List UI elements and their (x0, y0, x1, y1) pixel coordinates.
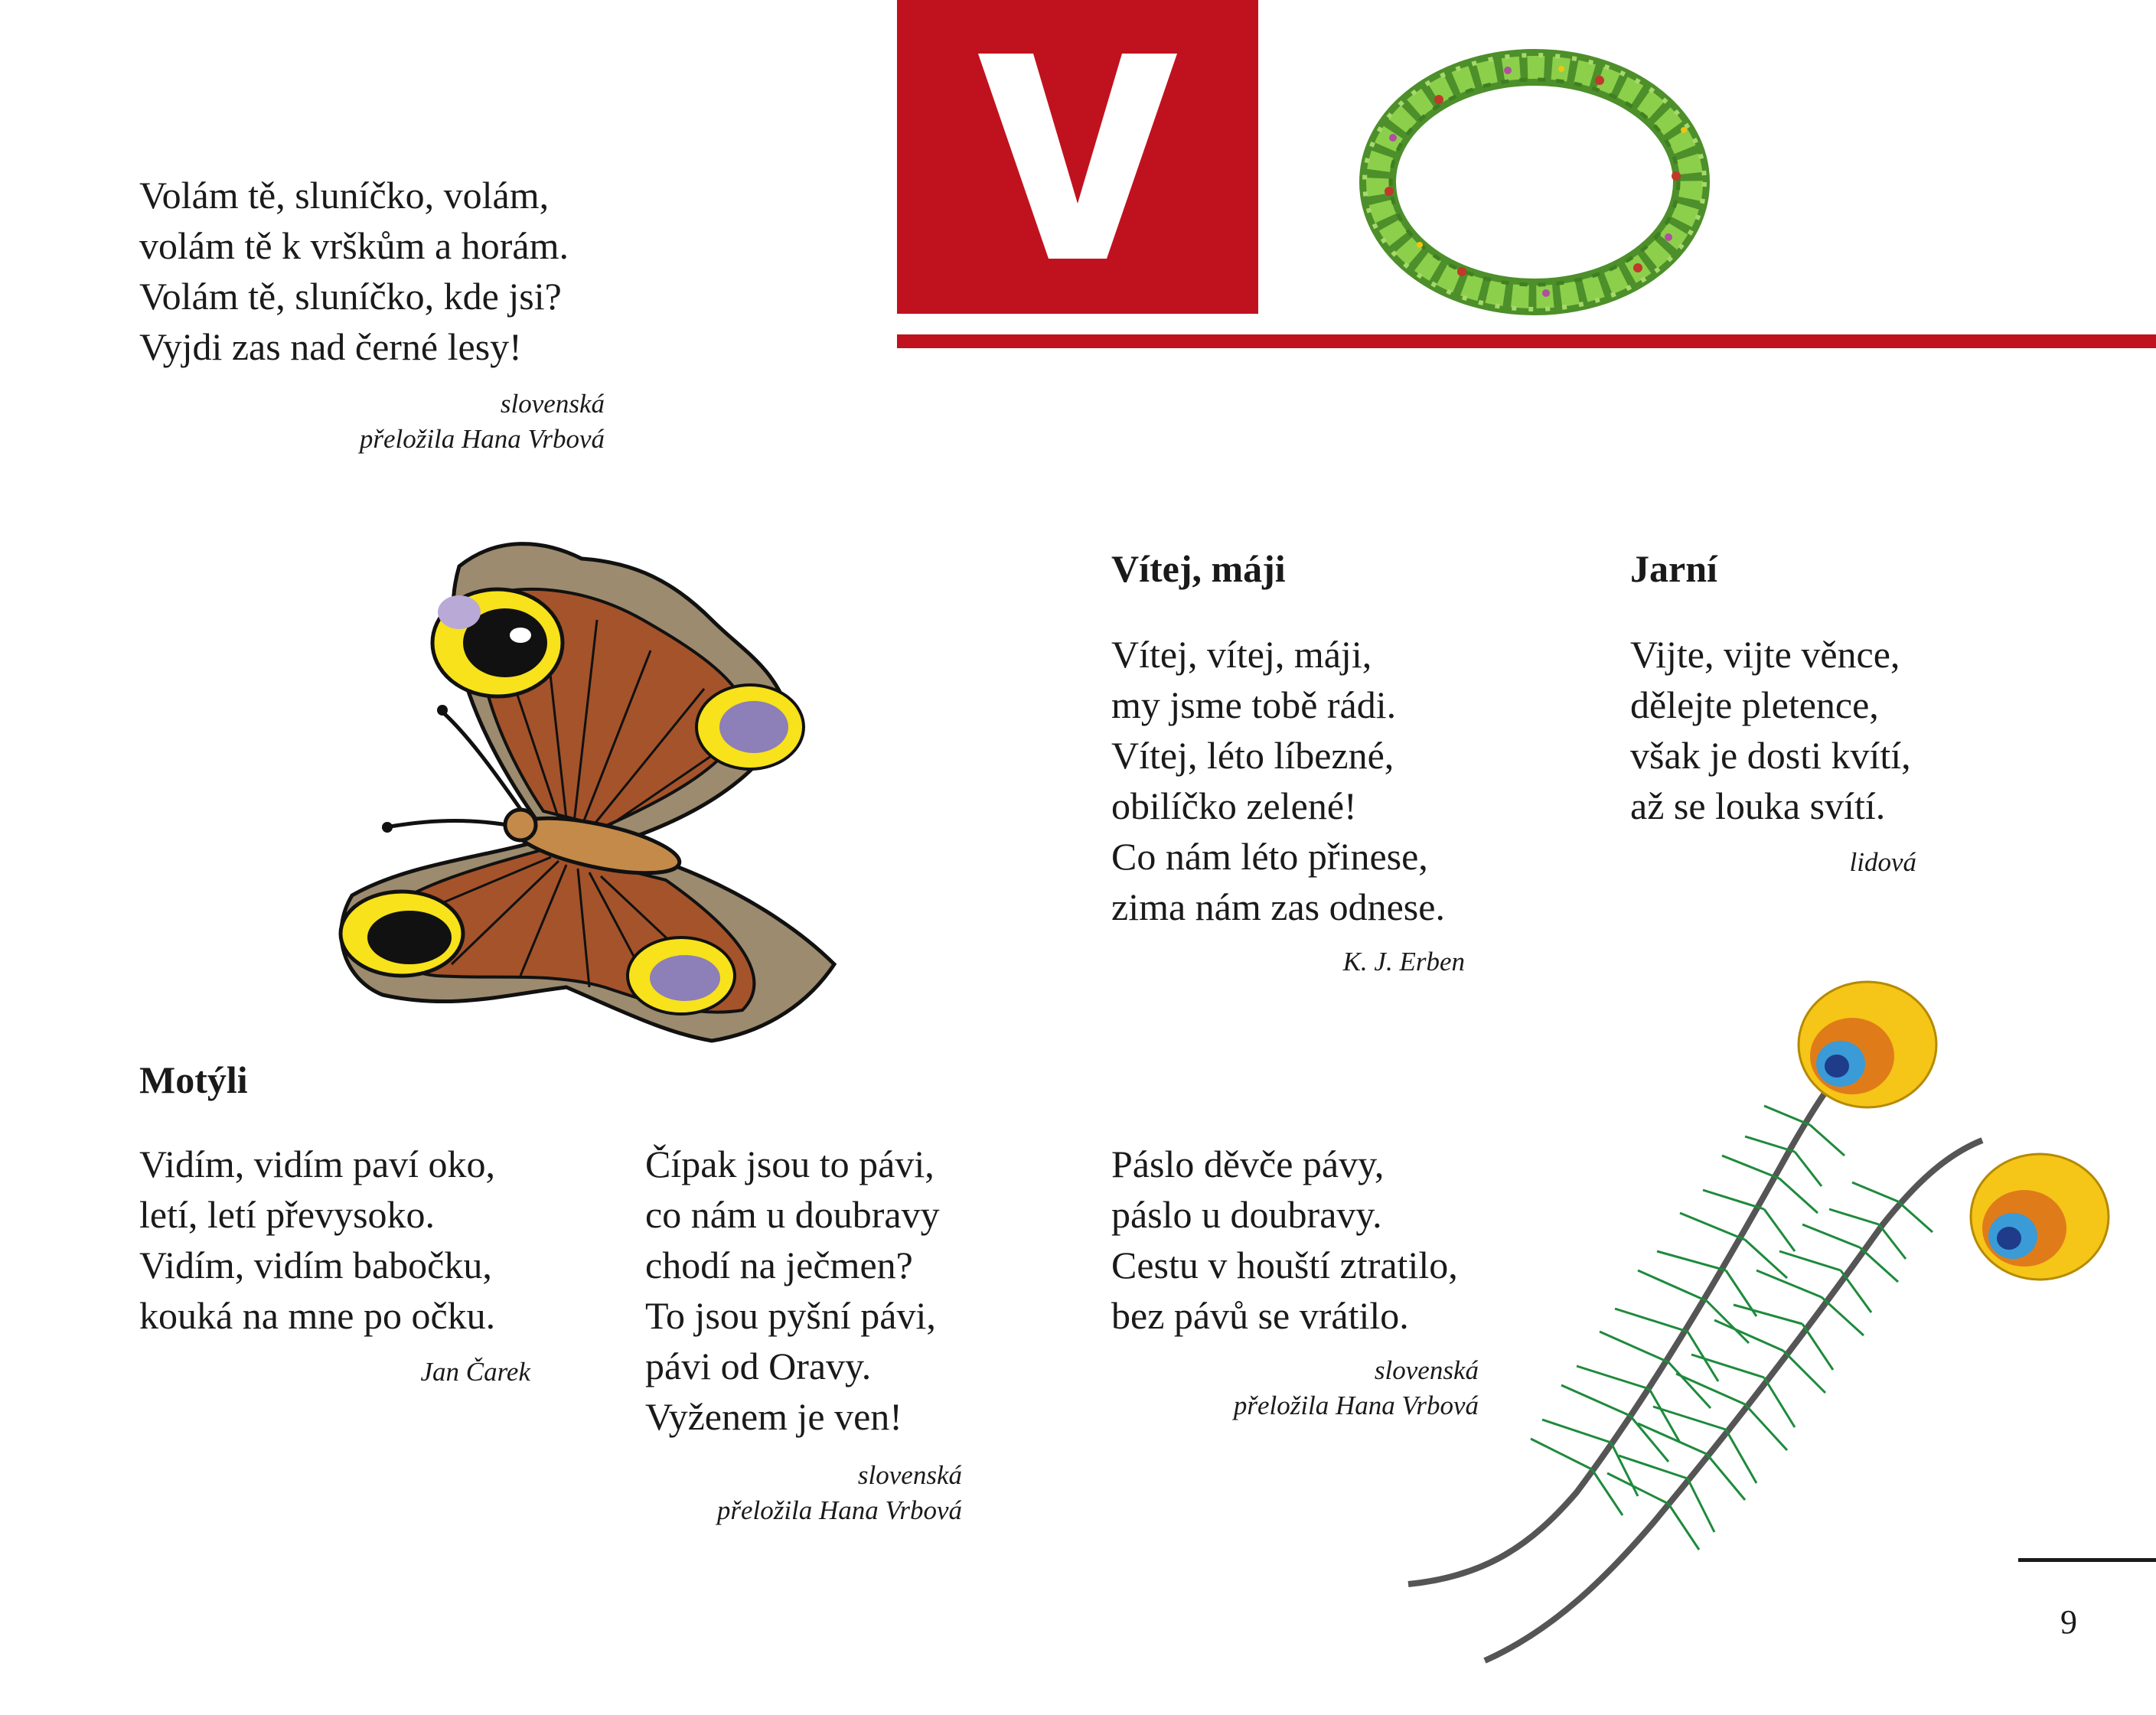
poem-motyli-credit (420, 1355, 530, 1390)
section-letter-graphic (897, 0, 1258, 314)
poem-line: Vyženem je ven! (645, 1395, 902, 1438)
poem-line: Vijte, vijte věnce, (1630, 633, 1900, 676)
poem-volam (139, 170, 569, 372)
peacock-butterfly-illustration (314, 536, 888, 1048)
poem-line: chodí na ječmen? (645, 1244, 913, 1286)
poem-line: Páslo děvče pávy, (1111, 1143, 1385, 1185)
poem-motyli-title: Motýli (139, 1058, 248, 1101)
poem-line: zima nám zas odnese. (1111, 885, 1445, 928)
poem-jarni (1630, 629, 1911, 831)
credit-line: Jan Čarek (420, 1357, 530, 1387)
poem-line: Čípak jsou to pávi, (645, 1143, 934, 1185)
poem-jarni-credit (1850, 845, 1916, 880)
poem-line: dělejte pletence, (1630, 683, 1879, 726)
credit-line: přeložila Hana Vrbová (1233, 1391, 1479, 1420)
poem-line: Vyjdi zas nad černé lesy! (139, 325, 522, 368)
poem-vitej (1111, 629, 1445, 932)
section-letter-block (897, 0, 1258, 314)
poem-line: Volám tě, sluníčko, kde jsi? (139, 275, 562, 318)
credit-line: přeložila Hana Vrbová (716, 1495, 962, 1525)
poem-line: páslo u doubravy. (1111, 1193, 1382, 1236)
poem-line: letí, letí převysoko. (139, 1193, 435, 1236)
poem-volam-credit (360, 386, 605, 457)
poem-line: kouká na mne po očku. (139, 1294, 496, 1337)
poem-line: Cestu v houští ztratilo, (1111, 1244, 1458, 1286)
poem-line: my jsme tobě rádi. (1111, 683, 1397, 726)
poem-cipak (645, 1139, 940, 1442)
poem-line: Vítej, vítej, máji, (1111, 633, 1372, 676)
poem-jarni-title: Jarní (1630, 547, 1717, 590)
poem-line: pávi od Oravy. (645, 1345, 872, 1387)
poem-line: To jsou pyšní pávi, (645, 1294, 936, 1337)
poem-line: Vidím, vidím paví oko, (139, 1143, 496, 1185)
poem-vitej-title: Vítej, máji (1111, 547, 1286, 590)
credit-line: K. J. Erben (1342, 947, 1465, 977)
poem-line: až se louka svítí. (1630, 784, 1886, 827)
peacock-feathers-illustration (1393, 964, 2120, 1668)
credit-line: lidová (1849, 847, 1916, 877)
poem-line: však je dosti kvítí, (1630, 734, 1911, 777)
header-rule (897, 334, 2156, 348)
poem-line: Co nám léto přinese, (1111, 835, 1428, 878)
page-number: 9 (2060, 1603, 2077, 1641)
poem-line: obilíčko zelené! (1111, 784, 1357, 827)
poem-line: co nám u doubravy (645, 1193, 940, 1236)
wreath-illustration (1347, 38, 1722, 325)
poem-line: Vidím, vidím babočku, (139, 1244, 492, 1286)
poem-line: Volám tě, sluníčko, volám, (139, 174, 550, 217)
credit-line: slovenská (500, 389, 605, 419)
poem-line: volám tě k vrškům a horám. (139, 224, 569, 267)
poem-motyli (139, 1139, 495, 1341)
page-number-rule (2018, 1558, 2156, 1562)
poem-cipak-credit (717, 1458, 962, 1528)
credit-line: přeložila Hana Vrbová (359, 424, 605, 454)
credit-line: slovenská (857, 1460, 962, 1490)
poem-line: bez pávů se vrátilo. (1111, 1294, 1409, 1337)
credit-line: slovenská (1374, 1355, 1479, 1385)
letter-v-shape (978, 54, 1177, 260)
poem-line: Vítej, léto líbezné, (1111, 734, 1394, 777)
